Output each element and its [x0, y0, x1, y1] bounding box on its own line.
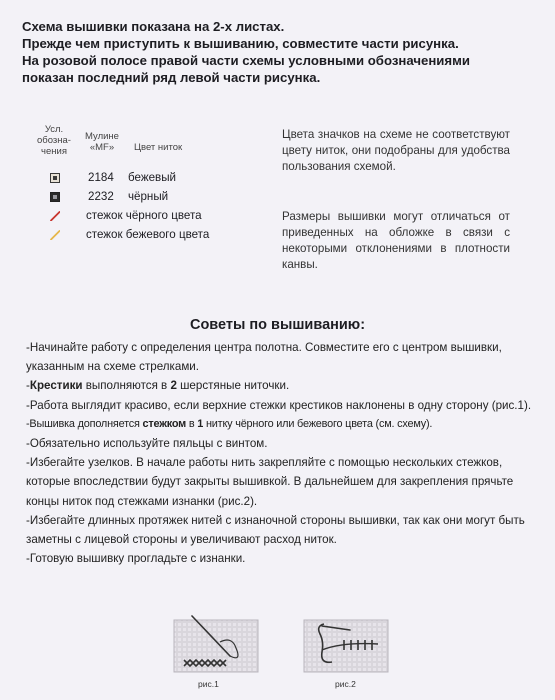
tip-item: -Избегайте длинных протяжек нитей с изнаночной стороны вышивки, так как они могут быть заметны с лицевой стороны и увеличивают расход ниток. [26, 513, 525, 547]
tips-title: Советы по вышиванию: [189, 317, 366, 333]
tip-item: -Избегайте узелков. В начале работы нить закрепляйте с помощью нескольких стежков, которые впоследствии будут закрыты вышивкой. В дальнейшем для закрепления прячьте концы ниток под стежками изнанки (рис.2). [26, 456, 514, 508]
tip-item: -Работа выглядит красиво, если верхние стежки крестиков наклонены в одну сторону (рис.1). [26, 398, 532, 412]
legend-header-color: Цвет ниток [134, 142, 183, 153]
legend-header-thread: Мулине «MF» [85, 131, 119, 153]
intro-line: Схема вышивки показана на 2-х листах. [22, 19, 285, 34]
beige-stitch-line-icon [50, 230, 60, 240]
legend-table [36, 124, 276, 246]
figure-caption: рис.1 [198, 679, 219, 689]
tips-list [26, 338, 534, 568]
intro-text [22, 18, 542, 86]
legend-stitch-label: стежок бежевого цвета [86, 228, 210, 241]
intro-line: показан последний ряд левой части рисунка. [22, 70, 321, 85]
tip-item: -Начинайте работу с определения центра полотна. Совместите его с центром вышивки, указанным на схеме стрелками. [26, 341, 502, 374]
legend-code: 2232 [88, 190, 114, 203]
legend-color-name: чёрный [128, 190, 169, 203]
legend-header-symbol: Усл. обозна- чения [37, 124, 71, 157]
legend-stitch-label: стежок чёрного цвета [86, 209, 202, 222]
tip-item: -Готовую вышивку прогладьте с изнанки. [26, 552, 246, 566]
legend-color-name: бежевый [128, 171, 176, 184]
figure-caption: рис.2 [335, 679, 356, 689]
legend-row [36, 208, 276, 227]
beige-square-symbol-icon [50, 173, 60, 183]
needle-back-fastening-icon [302, 612, 392, 674]
note-symbol-colors: Цвета значков на схеме не соответствуют цвету ниток, они подобраны для удобства пользования схемой. [282, 128, 510, 173]
legend-row [36, 227, 276, 246]
black-square-symbol-icon [50, 192, 60, 202]
legend-header [36, 124, 276, 170]
legend-row [36, 189, 276, 208]
black-stitch-line-icon [50, 211, 60, 221]
intro-line: На розовой полосе правой части схемы условными обозначениями [22, 53, 470, 68]
legend-row [36, 170, 276, 189]
tip-item: -Крестики выполняются в 2 шерстяные ниточки. [26, 379, 290, 393]
note-size-variation: Размеры вышивки могут отличаться от приведенных на обложке в связи с некоторыми отклонениями в плотности канвы. [282, 210, 510, 271]
legend-code: 2184 [88, 171, 114, 184]
tip-item: -Обязательно используйте пяльцы с винтом. [26, 437, 268, 451]
tip-item: -Вышивка дополняется стежком в 1 нитку чёрного или бежевого цвета (см. схему). [26, 417, 433, 430]
intro-line: Прежде чем приступить к вышиванию, совместите части рисунка. [22, 36, 459, 51]
needle-cross-stitch-icon [172, 612, 262, 674]
